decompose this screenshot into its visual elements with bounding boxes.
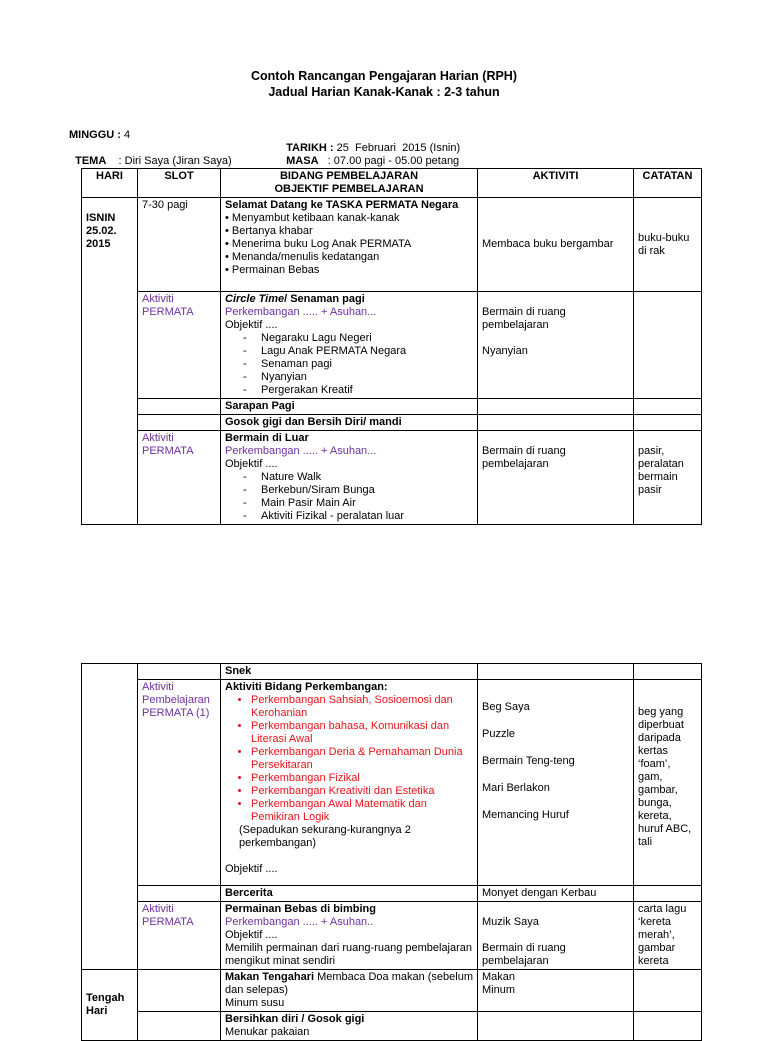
tarikh-label: TARIKH : — [286, 142, 334, 154]
objektif-list — [225, 332, 473, 397]
rph-table-2 — [81, 663, 702, 1041]
header-bidang-line-1: BIDANG PEMBELAJARAN — [279, 170, 419, 182]
header-row — [82, 169, 702, 198]
note-text: (Sepadukan sekurang-kurangnya 2 perkembangan) — [239, 824, 411, 849]
table-row — [82, 292, 702, 399]
tema-label: TEMA — [75, 155, 107, 167]
aktiviti-cell — [478, 399, 634, 415]
tema-value: : Diri Saya (Jiran Saya) — [106, 155, 232, 167]
catatan-cell — [634, 292, 702, 399]
table-row — [82, 1012, 702, 1041]
slot-cell — [138, 970, 221, 1012]
bidang-heading — [225, 293, 473, 306]
aktiviti-cell — [478, 415, 634, 431]
list-item: • Perkembangan Awal Matematik dan Pemikiran Logik — [251, 798, 473, 824]
header-bidang-line-2: OBJEKTIF PEMBELAJARAN — [274, 183, 424, 195]
list-item: • Perkembangan Deria & Pemahaman Dunia Persekitaran — [251, 746, 473, 772]
list-item: - Senaman pagi — [243, 358, 473, 371]
catatan-cell: beg yang diperbuat daripada kertas ‘foam’, gam, gambar, bunga, kereta, huruf ABC, tali — [634, 680, 702, 886]
list-item: - Negaraku Lagu Negeri — [243, 332, 473, 345]
aktiviti-cell — [478, 292, 634, 399]
list-item: • Menyambut ketibaan kanak-kanak — [225, 212, 400, 224]
bidang-cell — [221, 970, 478, 1012]
list-item: • Menanda/menulis kedatangan — [225, 251, 380, 263]
list-item: - Nature Walk — [243, 471, 473, 484]
bidang-cell — [221, 431, 478, 525]
list-item: - Pergerakan Kreatif — [243, 384, 473, 397]
aktiviti-cell: Monyet dengan Kerbau — [478, 886, 634, 902]
hari-day: ISNIN — [86, 212, 116, 224]
table-row — [82, 399, 702, 415]
slot-cell — [138, 1012, 221, 1041]
minggu-field — [69, 129, 130, 142]
title-line-2: Jadual Harian Kanak-Kanak : 2-3 tahun — [268, 85, 500, 99]
list-item: - Berkebun/Siram Bunga — [243, 484, 473, 497]
aktiviti-item: Minum — [482, 984, 516, 996]
objektif-text: Objektif .... — [225, 319, 278, 331]
hari-date-2: 2015 — [86, 238, 111, 250]
catatan-cell — [634, 415, 702, 431]
objektif-text: Objektif .... — [225, 929, 278, 941]
table-row — [82, 198, 702, 292]
catatan-cell — [634, 1012, 702, 1041]
aktiviti-item: Mari Berlakon — [482, 782, 550, 794]
bidang-cell — [221, 198, 478, 292]
aktiviti-item: Bermain Teng-teng — [482, 755, 575, 767]
objektif-text: Objektif .... — [225, 863, 278, 875]
slot-cell: 7-30 pagi — [138, 198, 221, 292]
slot-cell: Aktiviti Pembelajaran PERMATA (1) — [138, 680, 221, 886]
catatan-cell: buku-buku di rak — [634, 198, 702, 292]
slot-cell — [138, 415, 221, 431]
list-item: • Bertanya khabar — [225, 225, 313, 237]
hari-date-1: 25.02. — [86, 225, 117, 237]
aktiviti-item: Nyanyian — [482, 345, 528, 357]
aktiviti-cell — [478, 680, 634, 886]
masa-label: MASA — [286, 155, 319, 167]
list-item: - Lagu Anak PERMATA Negara — [243, 345, 473, 358]
catatan-cell — [634, 399, 702, 415]
table-row — [82, 680, 702, 886]
catatan-cell — [634, 886, 702, 902]
list-item: • Perkembangan bahasa, Komunikasi dan Literasi Awal — [251, 720, 473, 746]
header-bidang — [221, 169, 478, 198]
slot-cell — [138, 664, 221, 680]
aktiviti-cell: Bermain di ruang pembelajaran — [478, 431, 634, 525]
table-row — [82, 431, 702, 525]
bidang-heading: Bersihkan diri / Gosok gigi — [225, 1013, 365, 1025]
slot-cell: Aktiviti PERMATA — [138, 902, 221, 970]
header-aktiviti: AKTIVITI — [478, 169, 634, 198]
table-row — [82, 664, 702, 680]
slot-cell: Aktiviti PERMATA — [138, 292, 221, 399]
list-item: • Permainan Bebas — [225, 264, 320, 276]
table-row — [82, 415, 702, 431]
minum-susu-text: Minum susu — [225, 997, 285, 1009]
slot-cell — [138, 886, 221, 902]
rph-table-1 — [81, 168, 702, 525]
makan-rest: Membaca Doa makan (sebelum dan selepas) — [225, 971, 474, 996]
perkembangan-text: Perkembangan ..... + Asuhan... — [225, 445, 377, 457]
aktiviti-cell — [478, 664, 634, 680]
catatan-cell: pasir, peralatan bermain pasir — [634, 431, 702, 525]
header-catatan: CATATAN — [634, 169, 702, 198]
table-row — [82, 902, 702, 970]
table-row — [82, 970, 702, 1012]
aktiviti-cell — [478, 1012, 634, 1041]
bidang-cell — [221, 1012, 478, 1041]
minggu-value: 4 — [120, 129, 131, 141]
senaman-label: / Senaman pagi — [284, 293, 365, 305]
perkembangan-list — [225, 694, 473, 824]
bidang-heading: Aktiviti Bidang Perkembangan: — [225, 681, 388, 693]
tema-field — [69, 142, 232, 168]
aktiviti-item: Muzik Saya — [482, 916, 539, 928]
hari-cell — [82, 198, 138, 525]
objektif-text: Objektif .... — [225, 458, 278, 470]
header-slot: SLOT — [138, 169, 221, 198]
aktiviti-item: Memancing Huruf — [482, 809, 569, 821]
header-hari: HARI — [82, 169, 138, 198]
list-item: • Menerima buku Log Anak PERMATA — [225, 238, 412, 250]
circle-time-label: Circle Time — [225, 293, 285, 305]
bidang-cell — [221, 292, 478, 399]
bidang-cell — [221, 902, 478, 970]
aktiviti-cell — [478, 970, 634, 1012]
objektif-list — [225, 471, 473, 523]
bidang-heading: Bermain di Luar — [225, 432, 309, 444]
aktiviti-item: Bermain di ruang pembelajaran — [482, 306, 566, 331]
aktiviti-item: Puzzle — [482, 728, 516, 740]
table-row — [82, 886, 702, 902]
desc-text: Memilih permainan dari ruang-ruang pembelajaran mengikut minat sendiri — [225, 942, 473, 967]
list-item: - Nyanyian — [243, 371, 473, 384]
hari-cell — [82, 664, 138, 970]
aktiviti-item: Beg Saya — [482, 701, 530, 713]
hari-cell: Tengah Hari — [82, 970, 138, 1041]
minggu-label: MINGGU : — [69, 129, 121, 141]
catatan-cell — [634, 664, 702, 680]
slot-cell: Aktiviti PERMATA — [138, 431, 221, 525]
perkembangan-text: Perkembangan ..... + Asuhan.. — [225, 916, 374, 928]
masa-value: : 07.00 pagi - 05.00 petang — [318, 155, 460, 167]
aktiviti-item: Bermain di ruang pembelajaran — [482, 942, 566, 967]
list-item: - Main Pasir Main Air — [243, 497, 473, 510]
slot-cell — [138, 399, 221, 415]
bidang-text: Menukar pakaian — [225, 1026, 310, 1038]
list-item: • Perkembangan Kreativiti dan Estetika — [251, 785, 473, 798]
list-item: - Aktiviti Fizikal - peralatan luar — [243, 510, 473, 523]
list-item: • Perkembangan Sahsiah, Sosioemosi dan Kerohanian — [251, 694, 473, 720]
aktiviti-cell: Membaca buku bergambar — [478, 198, 634, 292]
list-item: • Perkembangan Fizikal — [251, 772, 473, 785]
title-line-1: Contoh Rancangan Pengajaran Harian (RPH) — [250, 69, 517, 83]
makan-heading: Makan Tengahari — [225, 971, 315, 983]
bidang-heading: Selamat Datang ke TASKA PERMATA Negara — [225, 199, 459, 211]
perkembangan-text: Perkembangan ..... + Asuhan... — [225, 306, 377, 318]
aktiviti-cell — [478, 902, 634, 970]
bidang-heading: Permainan Bebas di bimbing — [225, 903, 376, 915]
bidang-cell: Bercerita — [221, 886, 478, 902]
bidang-cell: Sarapan Pagi — [221, 399, 478, 415]
makan-text — [225, 971, 473, 997]
tarikh-value: 25 Februari 2015 (Isnin) — [333, 142, 461, 154]
bidang-cell: Snek — [221, 664, 478, 680]
catatan-cell: carta lagu ‘kereta merah’, gambar kereta — [634, 902, 702, 970]
bidang-cell: Gosok gigi dan Bersih Diri/ mandi — [221, 415, 478, 431]
bidang-cell — [221, 680, 478, 886]
catatan-cell — [634, 970, 702, 1012]
masa-field — [280, 142, 459, 168]
aktiviti-item: Makan — [482, 971, 516, 983]
